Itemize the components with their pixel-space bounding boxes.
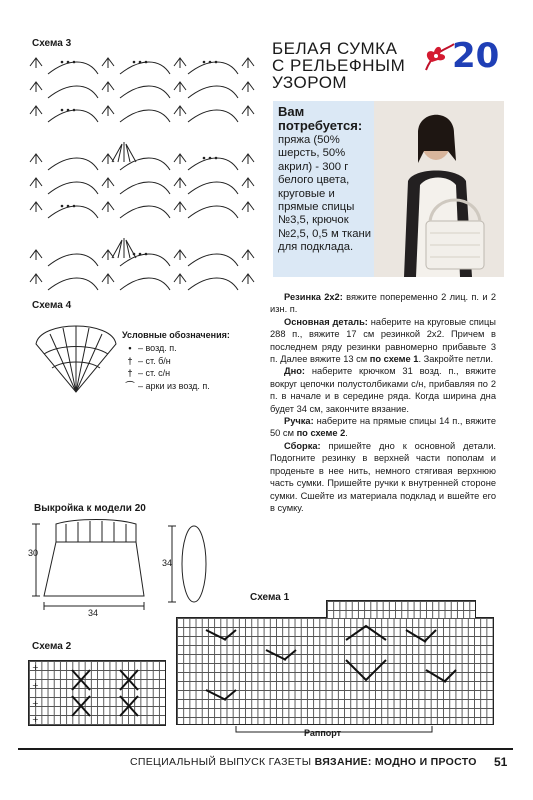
scheme1-label: Схема 1 bbox=[250, 592, 290, 603]
instruction-body: наберите на прямые спицы 14 п., вяжите 50 см bbox=[270, 416, 496, 439]
instruction-paragraph bbox=[270, 365, 496, 415]
page-number: 51 bbox=[494, 755, 508, 769]
svg-text:+: + bbox=[32, 715, 39, 724]
materials-heading: Вам потребуется: bbox=[278, 104, 363, 133]
legend-text: – возд. п. bbox=[138, 343, 177, 354]
instruction-body: . bbox=[345, 428, 348, 439]
instruction-body: вяжите попеременно 2 лиц. п. и 2 изн. п. bbox=[270, 292, 496, 315]
woman-with-bag-image bbox=[374, 101, 504, 277]
instruction-paragraph bbox=[270, 291, 496, 316]
instruction-scheme-ref: по схеме 2 bbox=[296, 428, 346, 439]
flower-ornament-icon bbox=[422, 40, 456, 76]
scheme4-chart bbox=[30, 314, 122, 396]
instruction-body: . Закройте петли. bbox=[418, 354, 494, 365]
legend-text: – арки из возд. п. bbox=[138, 380, 210, 391]
bottom-dimension: 34 bbox=[162, 558, 173, 568]
instruction-paragraph bbox=[270, 440, 496, 514]
chain-arch-icon: ⌒ bbox=[125, 381, 135, 392]
scheme1-cables bbox=[176, 600, 492, 724]
model-photo bbox=[374, 101, 504, 277]
footer-prefix: СПЕЦИАЛЬНЫЙ ВЫПУСК ГАЗЕТЫ bbox=[130, 756, 312, 768]
footer-text bbox=[130, 756, 477, 768]
footer-title: ВЯЗАНИЕ: МОДНО И ПРОСТО bbox=[314, 756, 477, 768]
legend bbox=[122, 330, 230, 392]
legend-text: – ст. с/н bbox=[138, 368, 171, 379]
svg-text:+: + bbox=[32, 681, 39, 690]
instruction-body: наберите на круговые спицы 288 п., вяжите 17 см резинкой 2х2. Причем в последнем ряду резинки равномерно прибавьте 3 п. Далее вяжите 13 см bbox=[270, 316, 496, 365]
instruction-term: Сборка: bbox=[284, 440, 321, 451]
scheme4-label: Схема 4 bbox=[32, 300, 72, 311]
scheme3-label: Схема 3 bbox=[32, 38, 72, 49]
height-dimension: 30 bbox=[28, 548, 39, 558]
instruction-term: Основная деталь: bbox=[284, 316, 368, 327]
legend-item-dc bbox=[122, 367, 230, 380]
instructions-text bbox=[270, 291, 496, 514]
legend-item-arch bbox=[122, 380, 230, 393]
svg-text:+: + bbox=[32, 699, 39, 708]
title-line-3: УЗОРОМ bbox=[272, 73, 348, 92]
scheme2-label: Схема 2 bbox=[32, 641, 72, 652]
instruction-body: наберите крючком 31 возд. п., вяжите вокруг цепочки полустолбиками с/н, прибавляя по 2 п. в начале и в середине ряда. Когда ширина дна будет 34 см, закончите вязание. bbox=[270, 366, 496, 414]
instruction-body: пришейте дно к основной детали. Подогните резинку в верхней части пополам и проденьте в нее нить, немного стягивая верхнюю часть сумки. Пришейте ручки к внутренней стороне сумки. Сшейте из материала подклад и вшейте его в сумку. bbox=[270, 440, 496, 513]
rapport-bracket bbox=[176, 724, 492, 736]
instruction-term: Резинка 2х2: bbox=[284, 292, 343, 302]
legend-item-chain bbox=[122, 342, 230, 355]
width-dimension: 34 bbox=[88, 608, 99, 618]
instruction-paragraph bbox=[270, 316, 496, 366]
footer-divider bbox=[18, 748, 513, 750]
instruction-paragraph bbox=[270, 415, 496, 440]
pattern-label: Выкройка к модели 20 bbox=[34, 503, 146, 514]
instruction-term: Дно: bbox=[284, 366, 306, 377]
scheme2-cables bbox=[28, 660, 164, 724]
rapport-label: Раппорт bbox=[304, 728, 342, 738]
title-line-2: С РЕЛЬЕФНЫМ bbox=[272, 56, 406, 75]
materials-box bbox=[273, 101, 374, 277]
single-crochet-icon: † bbox=[127, 355, 133, 366]
double-crochet-icon: † bbox=[127, 368, 133, 379]
title-line-1: БЕЛАЯ СУМКА bbox=[272, 39, 398, 58]
scheme3-chart bbox=[28, 52, 264, 296]
svg-text:+: + bbox=[32, 663, 39, 672]
legend-text: – ст. б/н bbox=[138, 355, 171, 366]
instruction-term: Ручка: bbox=[284, 416, 314, 427]
chain-stitch-icon: • bbox=[128, 343, 132, 354]
model-number: 20 bbox=[452, 36, 500, 76]
materials-text: пряжа (50% шерсть, 50% акрил) - 300 г белого цвета, круговые и прямые спицы №3,5, крючок №2,5, 0,5 м ткани для подклада. bbox=[278, 134, 372, 254]
legend-title: Условные обозначения: bbox=[122, 330, 230, 340]
legend-item-sc bbox=[122, 355, 230, 368]
article-title bbox=[272, 40, 422, 91]
instruction-scheme-ref: по схеме 1 bbox=[369, 354, 419, 365]
